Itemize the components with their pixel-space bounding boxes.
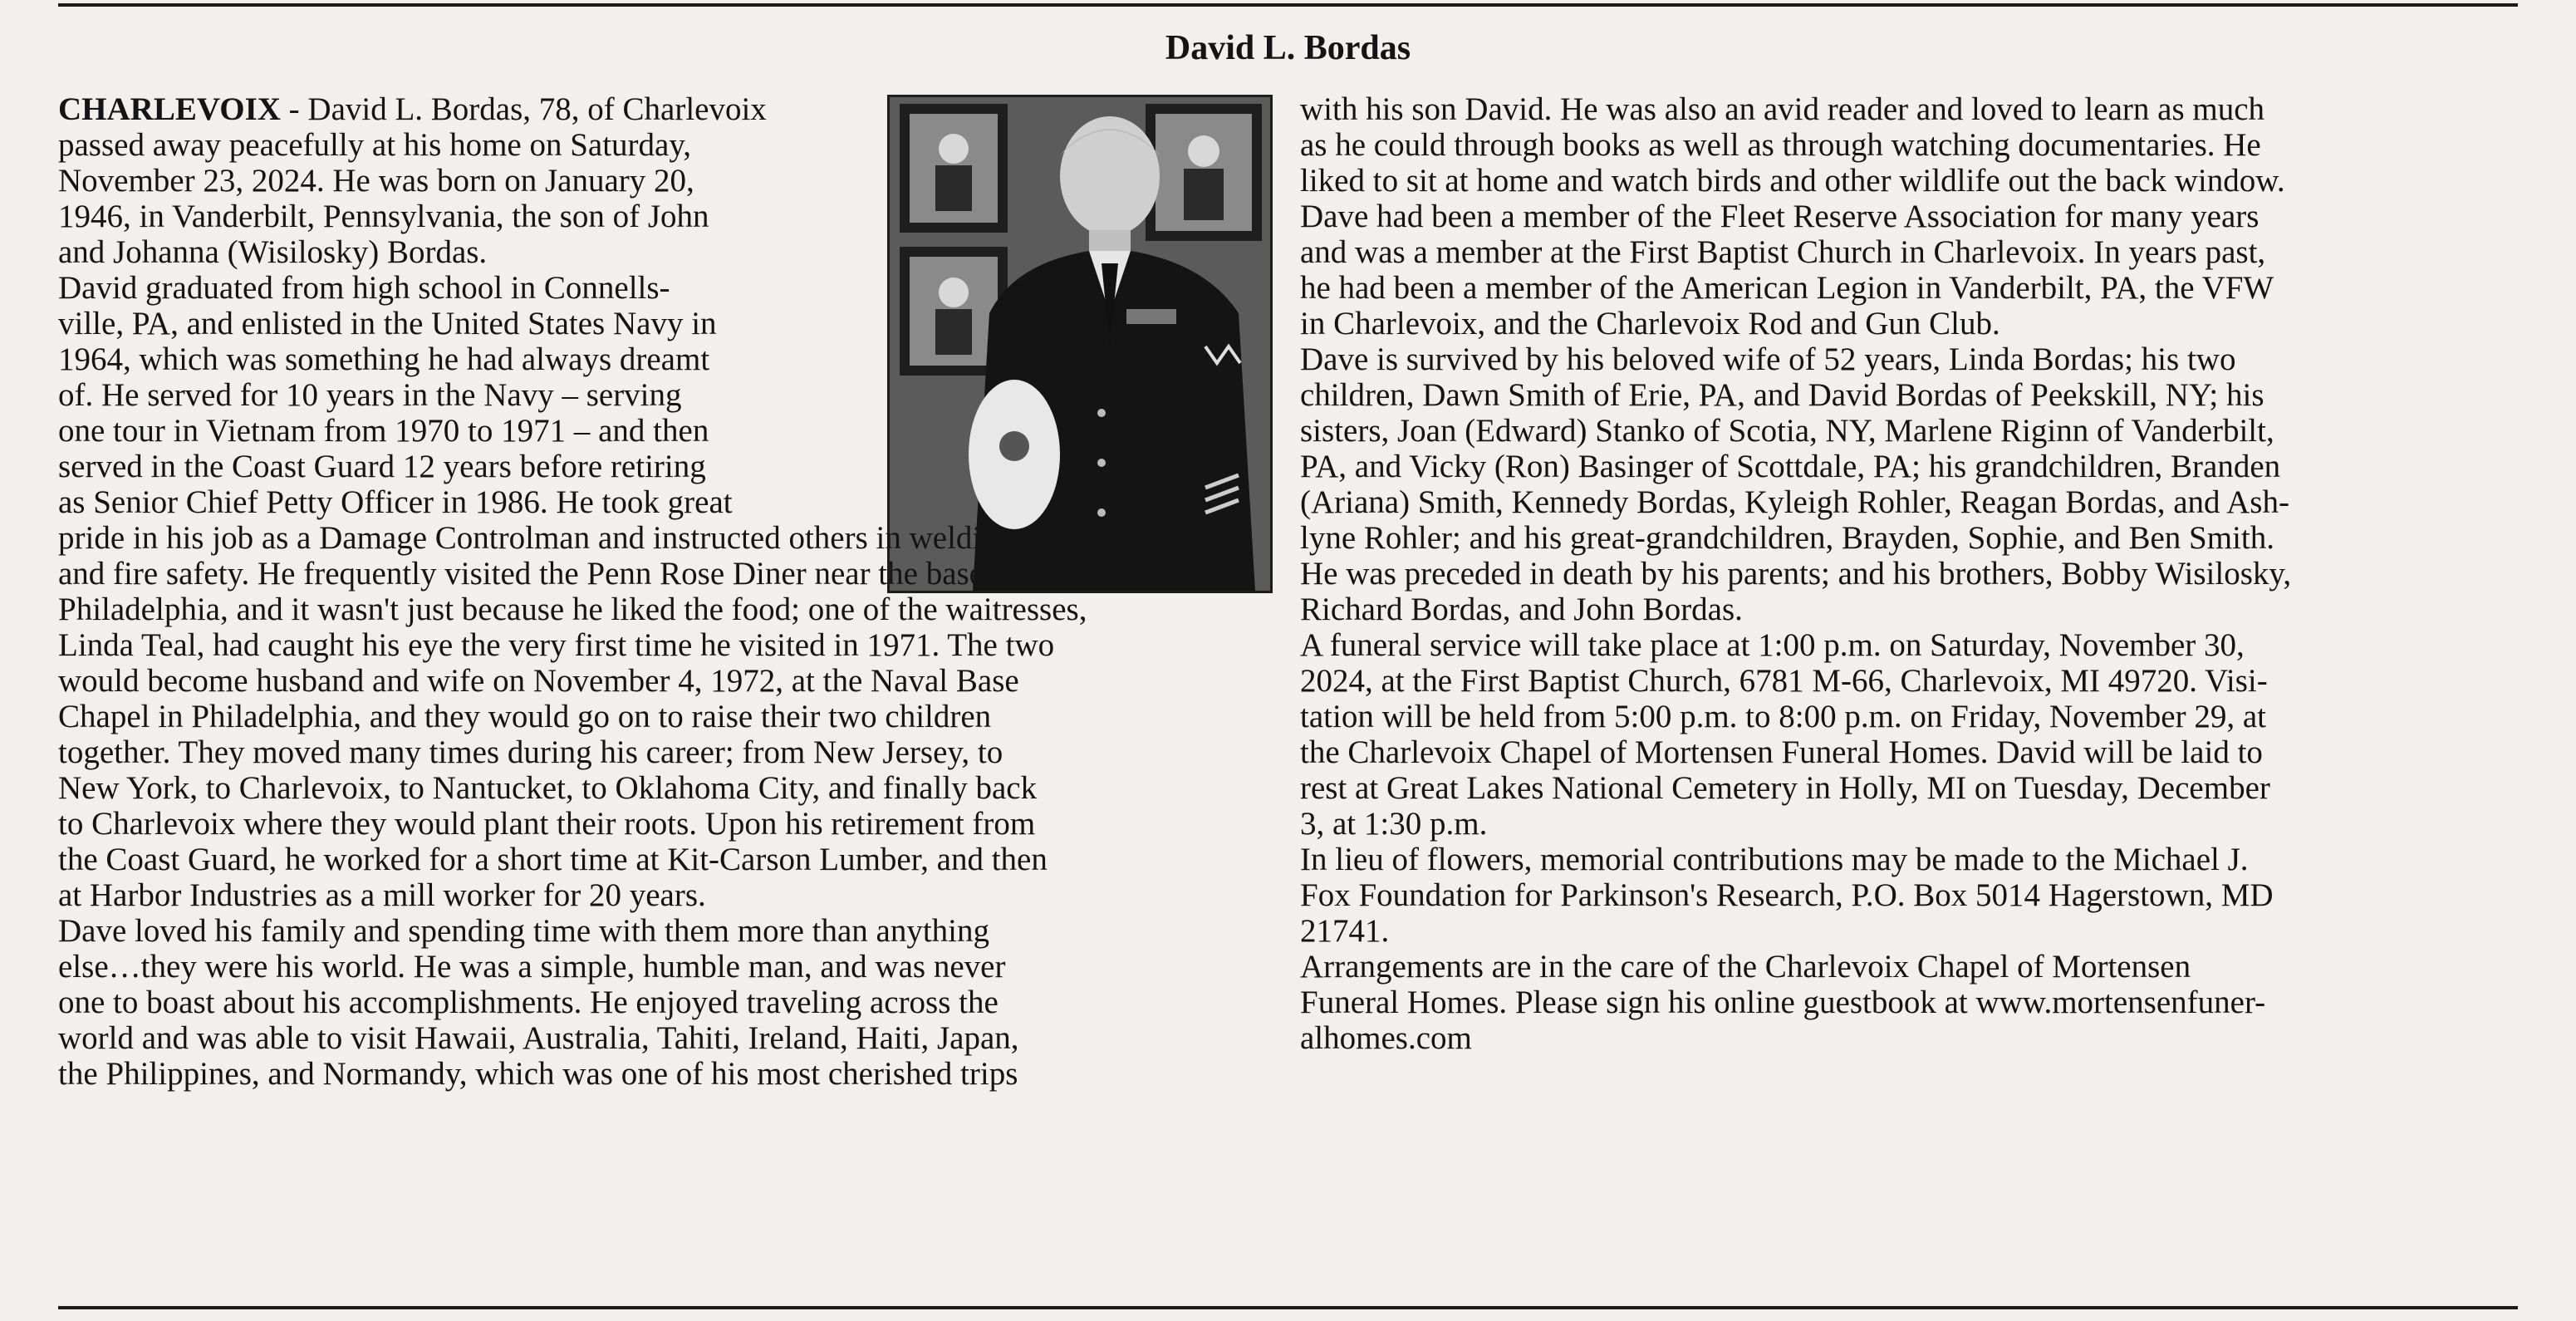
text-line: 21741. (1300, 913, 1390, 949)
text-line: Linda Teal, had caught his eye the very first time he visited in 1971. The two (58, 627, 1055, 663)
text-line: to Charlevoix where they would plant their roots. Upon his retirement from (58, 806, 1036, 842)
text-line: November 23, 2024. He was born on January 20, (58, 163, 694, 199)
text-line: children, Dawn Smith of Erie, PA, and David Bordas of Peekskill, NY; his (1300, 377, 2264, 413)
text-line: as he could through books as well as through watching documentaries. He (1300, 127, 2261, 163)
text-line: liked to sit at home and watch birds and other wildlife out the back window. (1300, 163, 2285, 199)
text-line: alhomes.com (1300, 1020, 1472, 1056)
text-line: ville, PA, and enlisted in the United States Navy in (58, 306, 717, 341)
text-line: of. He served for 10 years in the Navy – serving (58, 377, 682, 413)
text-line: pride in his job as a Damage Controlman and instructed others in welding (58, 520, 1014, 556)
text-line: together. They moved many times during his career; from New Jersey, to (58, 734, 1003, 770)
text-line: (Ariana) Smith, Kennedy Bordas, Kyleigh Rohler, Reagan Bordas, and Ash- (1300, 484, 2289, 520)
text-line: else…they were his world. He was a simple, humble man, and was never (58, 949, 1006, 985)
text-line: Dave loved his family and spending time with them more than anything (58, 913, 990, 949)
text-line: at Harbor Industries as a mill worker for 20 years. (58, 877, 706, 913)
text-line: the Coast Guard, he worked for a short time at Kit-Carson Lumber, and then (58, 842, 1048, 877)
right-column (1300, 91, 2518, 1056)
text-line: and fire safety. He frequently visited the Penn Rose Diner near the base in (58, 556, 1018, 592)
text-line: Richard Bordas, and John Bordas. (1300, 592, 1743, 627)
text-line: and was a member at the First Baptist Church in Charlevoix. In years past, (1300, 234, 2266, 270)
text-line (58, 91, 889, 127)
text-line: In lieu of flowers, memorial contributions may be made to the Michael J. (1300, 842, 2249, 877)
text-line: Funeral Homes. Please sign his online guestbook at www.mortensenfuner- (1300, 985, 2266, 1020)
text-line: 2024, at the First Baptist Church, 6781 M-66, Charlevoix, MI 49720. Visi- (1300, 663, 2268, 699)
text-line: the Philippines, and Normandy, which was one of his most cherished trips (58, 1056, 1018, 1092)
text-line: Chapel in Philadelphia, and they would go on to raise their two children (58, 699, 992, 734)
text-line: as Senior Chief Petty Officer in 1986. He took great (58, 484, 733, 520)
left-column (58, 91, 1275, 1092)
text-line: passed away peacefully at his home on Saturday, (58, 127, 692, 163)
text-line: 1964, which was something he had always dreamt (58, 341, 710, 377)
text-line: Dave had been a member of the Fleet Reserve Association for many years (1300, 199, 2260, 234)
text-line: served in the Coast Guard 12 years before retiring (58, 449, 706, 484)
bottom-rule (58, 1306, 2518, 1309)
text-line: New York, to Charlevoix, to Nantucket, to Oklahoma City, and finally back (58, 770, 1038, 806)
text-line: he had been a member of the American Legion in Vanderbilt, PA, the VFW (1300, 270, 2274, 306)
text-line: Dave is survived by his beloved wife of 52 years, Linda Bordas; his two (1300, 341, 2236, 377)
text-line: in Charlevoix, and the Charlevoix Rod and Gun Club. (1300, 306, 2000, 341)
text-line: and Johanna (Wisilosky) Bordas. (58, 234, 488, 270)
text-line: world and was able to visit Hawaii, Australia, Tahiti, Ireland, Haiti, Japan, (58, 1020, 1019, 1056)
text-line: with his son David. He was also an avid reader and loved to learn as much (1300, 91, 2265, 127)
text-line: sisters, Joan (Edward) Stanko of Scotia, NY, Marlene Riginn of Vanderbilt, (1300, 413, 2274, 449)
text-line: lyne Rohler; and his great-grandchildren, Brayden, Sophie, and Ben Smith. (1300, 520, 2274, 556)
text-line: one tour in Vietnam from 1970 to 1971 – and then (58, 413, 709, 449)
text-line: would become husband and wife on November 4, 1972, at the Naval Base (58, 663, 1019, 699)
text-line: A funeral service will take place at 1:00 p.m. on Saturday, November 30, (1300, 627, 2245, 663)
text-line: He was preceded in death by his parents; and his brothers, Bobby Wisilosky, (1300, 556, 2292, 592)
text-line: the Charlevoix Chapel of Mortensen Funeral Homes. David will be laid to (1300, 734, 2263, 770)
text-line: 1946, in Vanderbilt, Pennsylvania, the son of John (58, 199, 709, 234)
top-rule (58, 3, 2518, 7)
text-line-segment: - David L. Bordas, 78, of Charlevoix (280, 91, 767, 127)
text-line: tation will be held from 5:00 p.m. to 8:00 p.m. on Friday, November 29, at (1300, 699, 2266, 734)
dateline: CHARLEVOIX (58, 91, 281, 127)
text-line: Philadelphia, and it wasn't just because he liked the food; one of the waitresses, (58, 592, 1087, 627)
text-line: PA, and Vicky (Ron) Basinger of Scottdale, PA; his grandchildren, Branden (1300, 449, 2281, 484)
text-line: 3, at 1:30 p.m. (1300, 806, 1488, 842)
text-line: David graduated from high school in Connells- (58, 270, 670, 306)
obituary-title: David L. Bordas (1165, 29, 1411, 67)
text-line: Arrangements are in the care of the Charlevoix Chapel of Mortensen (1300, 949, 2191, 985)
text-line: Fox Foundation for Parkinson's Research, P.O. Box 5014 Hagerstown, MD (1300, 877, 2274, 913)
text-line: rest at Great Lakes National Cemetery in Holly, MI on Tuesday, December (1300, 770, 2270, 806)
text-line: one to boast about his accomplishments. He enjoyed traveling across the (58, 985, 999, 1020)
